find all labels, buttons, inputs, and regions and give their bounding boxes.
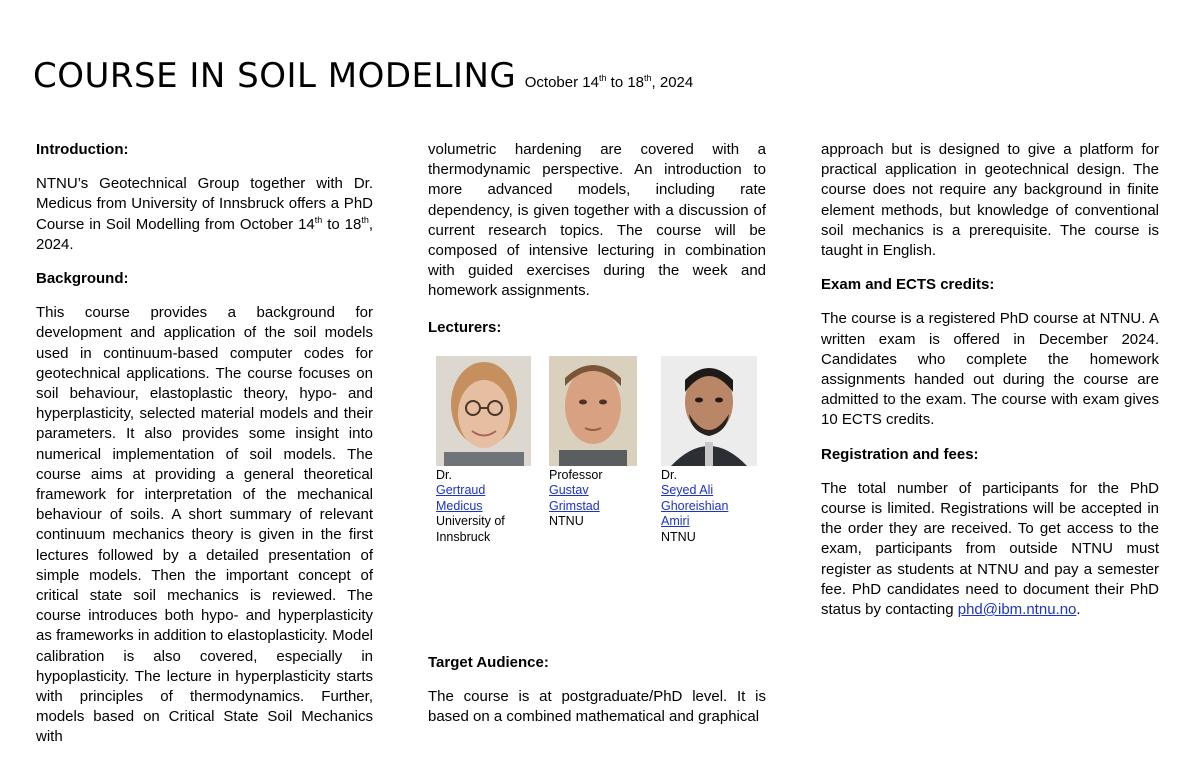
background-heading: Background: (36, 270, 129, 288)
lecturer-photo (661, 356, 757, 466)
target-audience-section (428, 653, 766, 728)
lecturer-card (661, 356, 761, 545)
lecturers-heading: Lecturers: (428, 318, 502, 336)
course-title: COURSE IN SOIL MODELING (33, 56, 517, 96)
lecturer-card (549, 356, 639, 530)
lecturer-name-link[interactable]: Seyed Ali Ghoreishian Amiri (661, 483, 729, 529)
introduction-text: NTNU’s Geotechnical Group together with Dr. Medicus from University of Innsbruck offers a PhD Course in Soil Modelling from October 14th to 18th, 2024. (36, 175, 374, 253)
registration-heading: Registration and fees: (821, 445, 979, 463)
lecturer-name-link[interactable]: Gustav Grimstad (549, 483, 600, 513)
email-link[interactable]: phd@ibm.ntnu.no (957, 601, 1077, 619)
lecturer-affiliation: University of Innsbruck (436, 514, 505, 544)
lecturer-title: Dr. (436, 468, 452, 482)
target-audience-text-continued: approach but is designed to give a platform for practical application in geotechnical design. The course does not require any background in finite element methods, but knowledge of conventional soil mechanics is a prerequisite. The course is taught in English. (821, 141, 1159, 260)
registration-text: The total number of participants for the PhD course is limited. Registrations will be accepted in the order they are received. To get access to the exam, participants from outside NTNU must register as students at NTNU and pay a semester fee. PhD candidates need to document their PhD status by contacting phd@ibm.ntnu.no. (821, 479, 1159, 619)
lecturer-affiliation: NTNU (661, 529, 696, 544)
exam-text: The course is a registered PhD course at NTNU. A written exam is offered in December 2024. Candidates who complete the homework assignments handed out during the course are admitted to the exam. The course with exam gives 10 ECTS credits. (821, 310, 1159, 429)
page-title (33, 56, 693, 96)
exam-heading: Exam and ECTS credits: (821, 276, 995, 294)
introduction-heading: Introduction: (36, 141, 129, 158)
lecturer-card (436, 356, 531, 545)
lecturer-photo (436, 356, 531, 466)
column-right (821, 140, 1159, 620)
column-left (36, 140, 373, 748)
background-text-continued: volumetric hardening are covered with a thermodynamic perspective. An introduction to more advanced models, including rate dependency, is given together with a discussion of current research topics. The course will be composed of intensive lecturing in combination with guided exercises during the week and homework assignments. (428, 141, 766, 300)
lecturer-title: Professor (549, 468, 603, 482)
background-text: This course provides a background for development and application of the soil models used in continuum-based computer codes for geotechnical applications. The course focuses on soil behaviour, elastoplastic theory, hypo- and hyperplasticity, selected material models and their parameters. It also provides some insight into numerical implementation of soil models. The course aims at providing a general theoretical framework for interpretation of the mechanical behaviour of soils. A short summary of relevant continuum mechanics theory is given in the first lectures followed by a detailed presentation of simple models. Then the important concept of critical state soil mechanics is reviewed. The course introduces both hypo- and hyperplasticity as frameworks in addition to elastoplasticity. Model calibration is also covered, especially in hypoplasticity. The lecture in hyperplasticity starts with principles of thermodynamics. Further, models based on Critical State Soil Mechanics with (36, 304, 373, 746)
lecturers-list (436, 356, 766, 556)
target-audience-heading: Target Audience: (428, 654, 549, 671)
lecturer-name-link[interactable]: Gertraud Medicus (436, 483, 486, 513)
column-middle (428, 140, 766, 338)
lecturer-title: Dr. (661, 468, 677, 482)
lecturer-photo (549, 356, 637, 466)
lecturer-affiliation: NTNU (549, 514, 584, 529)
target-audience-text: The course is at postgraduate/PhD level. It is based on a combined mathematical and graphical (428, 688, 766, 726)
course-dates: October 14th to 18th, 2024 (524, 73, 694, 91)
